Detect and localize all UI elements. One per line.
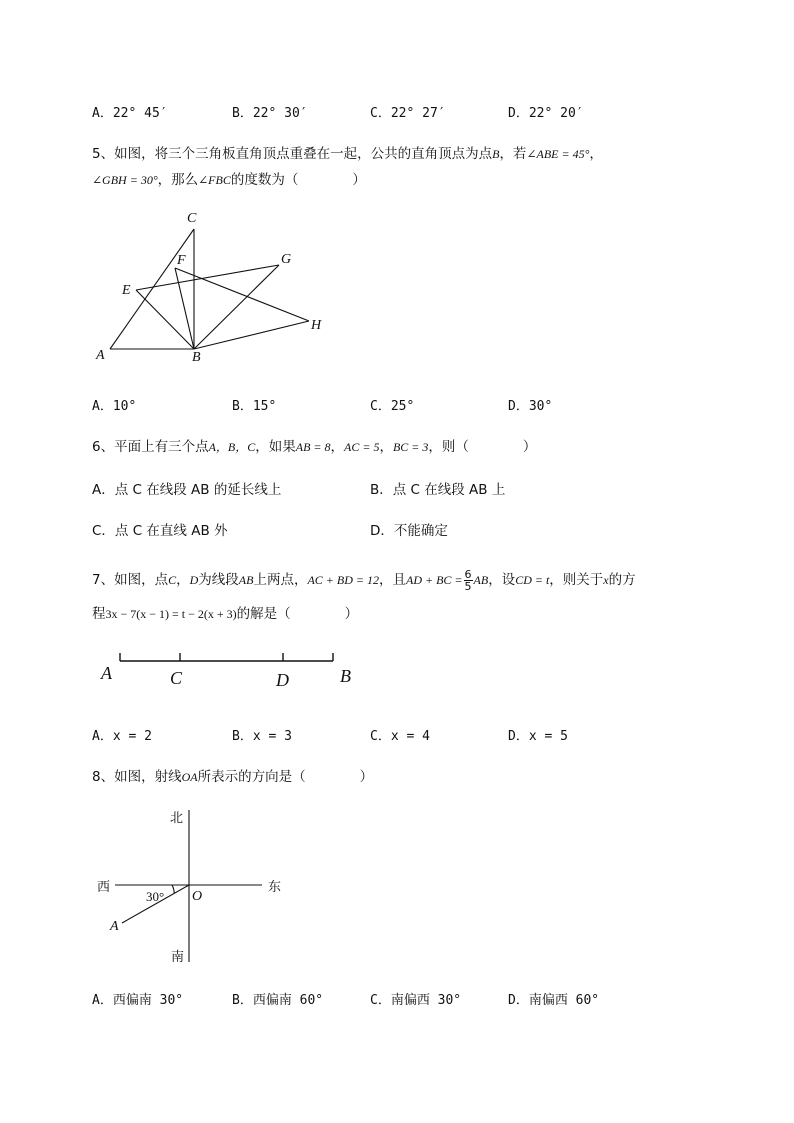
q6-suffix: ，则（ ） [428, 439, 537, 455]
q7-eq2-left: AD + BC = [405, 573, 463, 587]
q7-label-d: D [276, 670, 289, 690]
q5-then-text: ，那么 [157, 172, 199, 188]
q7-point-d: D [189, 573, 199, 587]
q5-segment-hb [194, 321, 309, 349]
q5-label-h: H [311, 318, 322, 333]
q8-suffix: 所表示的方向是（ ） [197, 769, 374, 785]
q7-option-b: B．x = 3 [232, 729, 292, 744]
q8-ray-name: OA [181, 770, 198, 784]
q5-cond-abe: ∠ABE = 45° [526, 147, 590, 161]
q7-text-e: ，设 [488, 572, 516, 588]
q6-bc: BC = 3 [392, 440, 429, 454]
q8-prefix: 8、如图，射线 [92, 769, 182, 785]
q7-eq3: CD = t [515, 573, 550, 587]
q5-if-text: ，若 [499, 146, 527, 162]
q5-prefix: 5、如图，将三个三角板直角顶点重叠在一起，公共的直角顶点为点 [92, 146, 493, 162]
q7-eq1: AC + BD = 12 [307, 573, 379, 587]
q7-stem-line2 [92, 602, 358, 622]
q8-label-o: O [192, 889, 203, 904]
q5-segment-fh [175, 268, 309, 321]
q5-label-a: A [96, 348, 105, 363]
q5-sep: ， [589, 146, 603, 162]
q4-option-d: D．22° 20′ [508, 106, 584, 121]
q6-sep1: ， [330, 439, 345, 455]
q8-stem [92, 765, 373, 785]
q5-segment-eb [136, 290, 194, 349]
q5-label-g: G [281, 252, 292, 267]
q5-cond-gbh: ∠GBH = 30° [92, 173, 158, 187]
q6-ac: AC = 5 [344, 440, 380, 454]
q5-point-b: B [492, 147, 500, 161]
q8-option-c: C．南偏西 30° [370, 993, 462, 1008]
q8-label-angle: 30° [146, 889, 165, 904]
q7-option-c: C．x = 4 [370, 729, 430, 744]
q7-eq2-right: AB [473, 573, 489, 587]
q5-target-angle: ∠FBC [198, 173, 231, 187]
q8-angle-arc [172, 885, 174, 893]
q8-option-a: A．西偏南 30° [92, 993, 184, 1008]
q6-points: A，B，C [208, 440, 256, 454]
q5-label-b: B [192, 350, 201, 365]
q7-frac-num: 6 [464, 567, 472, 581]
q7-label-b: B [340, 666, 351, 686]
q4-option-a: A．22° 45′ [92, 106, 168, 121]
q7-stem-line1 [92, 568, 636, 592]
q6-prefix: 6、平面上有三个点 [92, 439, 209, 455]
q5-suffix: 的度数为（ ） [230, 172, 366, 188]
q8-label-a: A [110, 919, 119, 934]
q7-fraction [464, 569, 473, 592]
q6-if-text: ，如果 [255, 439, 296, 455]
q8-label-south: 南 [171, 949, 185, 964]
q6-sep2: ， [379, 439, 393, 455]
q7-segment-name: AB [238, 573, 254, 587]
q8-option-b: B．西偏南 60° [232, 993, 324, 1008]
q5-option-d: D．30° [508, 399, 553, 414]
q7-text-h: 程 [92, 606, 106, 622]
q6-option-c: C．点 C 在直线 AB 外 [92, 523, 228, 539]
q7-equation: 3x − 7(x − 1) = t − 2(x + 3) [105, 607, 237, 621]
q4-option-c: C．22° 27′ [370, 106, 446, 121]
q5-label-e: E [122, 283, 131, 298]
q5-option-a: A．10° [92, 399, 137, 414]
q7-option-d: D．x = 5 [508, 729, 568, 744]
q8-label-east: 东 [268, 879, 282, 894]
q7-frac-den: 5 [464, 579, 472, 593]
q7-var-x: x [603, 573, 609, 587]
q6-stem [92, 435, 536, 455]
q7-text-f: ，则关于 [549, 572, 604, 588]
q6-option-b: B．点 C 在线段 AB 上 [370, 482, 506, 498]
q7-label-a: A [101, 663, 112, 683]
q7-text-i: 的解是（ ） [236, 606, 359, 622]
q8-option-d: D．南偏西 60° [508, 993, 600, 1008]
q7-point-c: C [168, 573, 177, 587]
q5-option-b: B．15° [232, 399, 277, 414]
q7-option-a: A．x = 2 [92, 729, 152, 744]
q7-text-d: ，且 [378, 572, 406, 588]
q7-text-b: 为线段 [198, 572, 239, 588]
q7-text-c: 上两点， [253, 572, 308, 588]
q6-option-a: A．点 C 在线段 AB 的延长线上 [92, 482, 282, 498]
q5-label-c: C [187, 211, 197, 226]
q7-text-a: 7、如图，点 [92, 572, 169, 588]
q6-ab: AB = 8 [295, 440, 331, 454]
q4-option-b: B．22° 30′ [232, 106, 308, 121]
q7-label-c: C [170, 668, 183, 688]
q8-label-north: 北 [170, 810, 184, 825]
q5-option-c: C．25° [370, 399, 415, 414]
q5-label-f: F [177, 253, 186, 268]
q7-sep: ， [176, 572, 190, 588]
q6-option-d: D．不能确定 [370, 523, 448, 539]
q8-label-west: 西 [97, 879, 111, 894]
q7-text-g: 的方 [608, 572, 636, 588]
